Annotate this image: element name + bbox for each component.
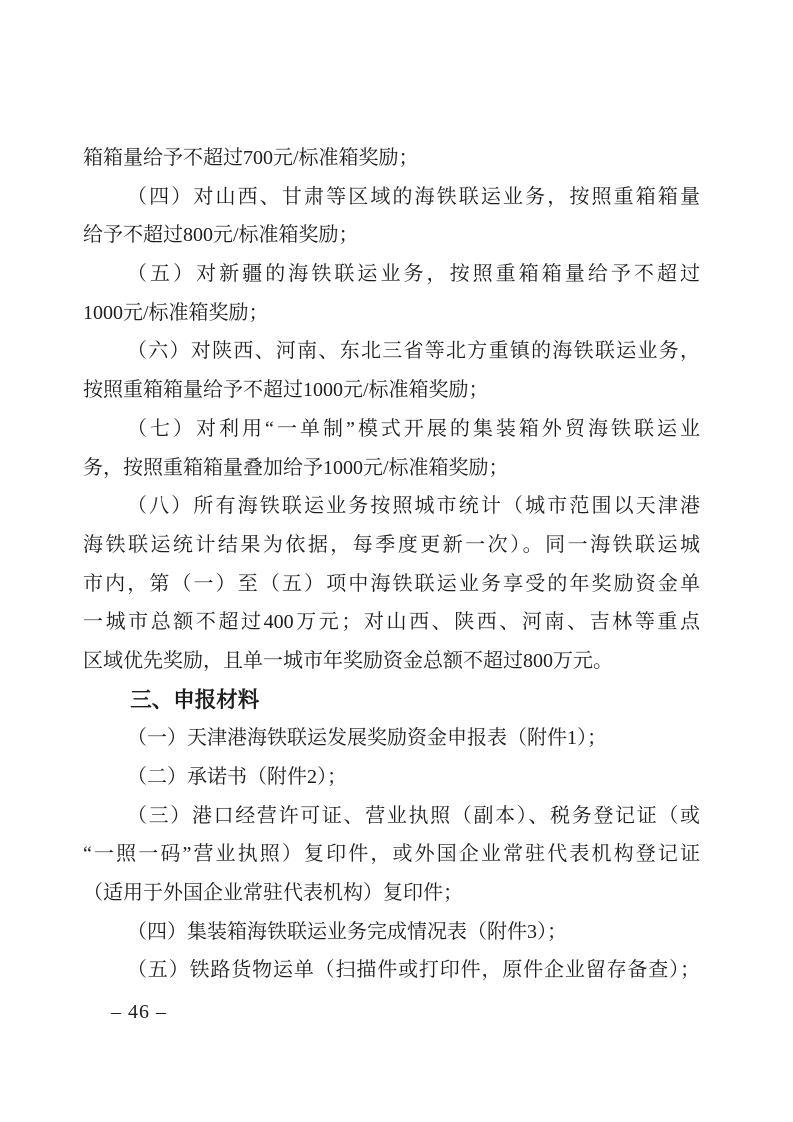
text-line: 区域优先奖励，且单一城市年奖励资金总额不超过800万元。 — [83, 649, 613, 672]
page-number: – 46 – — [111, 1001, 167, 1023]
text-line: 按照重箱箱量给予不超过1000元/标准箱奖励； — [83, 379, 489, 402]
text-line: 务，按照重箱箱量叠加给予1000元/标准箱奖励； — [83, 456, 509, 479]
text-line: （八）所有海铁联运业务按照城市统计（城市范围以天津港 — [127, 495, 700, 518]
text-line: （一）天津港海铁联运发展奖励资金申报表（附件1）； — [127, 727, 607, 750]
text-line: （四）对山西、甘肃等区域的海铁联运业务，按照重箱箱量 — [127, 185, 700, 208]
text-line: （六）对陕西、河南、东北三省等北方重镇的海铁联运业务， — [127, 340, 700, 363]
text-line: （七）对利用“一单制”模式开展的集装箱外贸海铁联运业 — [127, 417, 700, 440]
text-line: 市内，第（一）至（五）项中海铁联运业务享受的年奖励资金单 — [83, 572, 700, 595]
text-line: 给予不超过800元/标准箱奖励； — [83, 224, 359, 247]
text-line: （五）铁路货物运单（扫描件或打印件，原件企业留存备查）； — [127, 959, 700, 982]
text-line: 箱箱量给予不超过700元/标准箱奖励； — [83, 147, 419, 169]
document-body — [83, 139, 700, 990]
text-line: “一照一码”营业执照）复印件，或外国企业常驻代表机构登记证 — [83, 843, 700, 866]
text-line: 1000元/标准箱奖励； — [83, 301, 269, 324]
text-line: （四）集装箱海铁联运业务完成情况表（附件3）； — [127, 920, 567, 943]
text-line: （三）港口经营许可证、营业执照（副本）、税务登记证（或 — [127, 804, 700, 827]
text-line: （五）对新疆的海铁联运业务，按照重箱箱量给予不超过 — [127, 263, 700, 286]
text-line: 海铁联运统计结果为依据，每季度更新一次）。同一海铁联运城 — [83, 533, 700, 556]
text-line: 一城市总额不超过400万元；对山西、陕西、河南、吉林等重点 — [83, 611, 700, 634]
text-line: （适用于外国企业常驻代表机构）复印件； — [83, 882, 463, 905]
section-heading: 三、申报材料 — [130, 687, 260, 712]
text-line: （二）承诺书（附件2）； — [127, 766, 347, 788]
